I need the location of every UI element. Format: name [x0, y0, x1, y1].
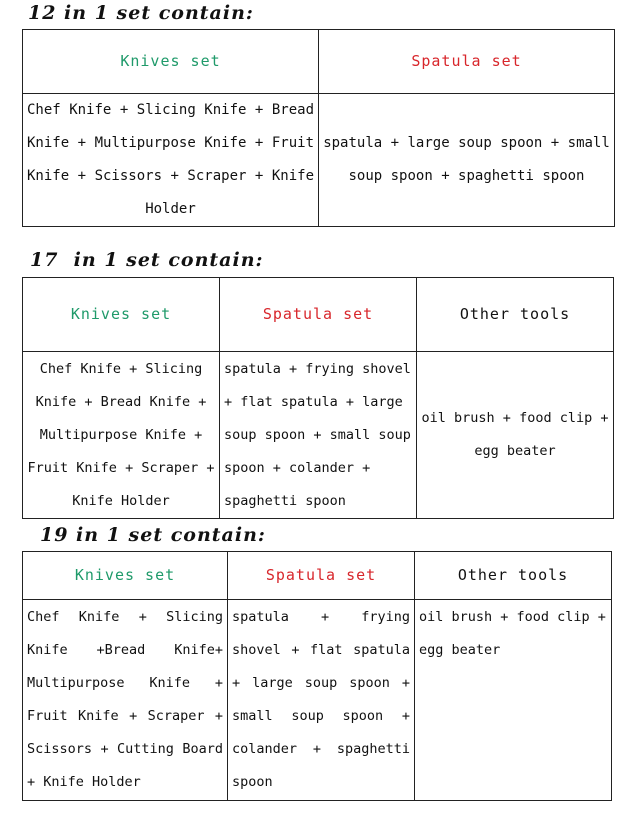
set-19-other-header: Other tools: [415, 552, 612, 600]
set-12-title: 12 in 1 set contain:: [28, 2, 254, 24]
set-19-other-list: oil brush + food clip + egg beater: [415, 600, 612, 801]
set-17-other-list: oil brush + food clip + egg beater: [417, 352, 614, 519]
set-19-table: [22, 551, 612, 801]
set-17-knives-list: Chef Knife + Slicing Knife + Bread Knife + Multipurpose Knife + Fruit Knife + Scraper + Knife Holder: [23, 352, 220, 519]
set-19-knives-header: Knives set: [23, 552, 228, 600]
set-12-spatula-header: Spatula set: [319, 30, 615, 94]
set-19-spatula-list: spatula + frying shovel + flat spatula + large soup spoon + small soup spoon + colander + spaghetti spoon: [228, 600, 415, 801]
set-12-table: [22, 29, 615, 227]
set-19-knives-list: Chef Knife + Slicing Knife +Bread Knife+ Multipurpose Knife + Fruit Knife + Scraper + Scissors + Cutting Board + Knife Holder: [23, 600, 228, 801]
set-17-spatula-list: spatula + frying shovel + flat spatula + large soup spoon + small soup spoon + colander + spaghetti spoon: [220, 352, 417, 519]
set-12-knives-list: Chef Knife + Slicing Knife + Bread Knife + Multipurpose Knife + Fruit Knife + Scissors + Scraper + Knife Holder: [23, 94, 319, 227]
set-17-knives-header: Knives set: [23, 278, 220, 352]
set-17-other-header: Other tools: [417, 278, 614, 352]
set-19-spatula-header: Spatula set: [228, 552, 415, 600]
set-17-spatula-header: Spatula set: [220, 278, 417, 352]
set-17-table: [22, 277, 614, 519]
set-12-knives-header: Knives set: [23, 30, 319, 94]
set-19-title: 19 in 1 set contain:: [40, 524, 266, 546]
set-17-title: 17 in 1 set contain:: [30, 249, 264, 271]
set-12-spatula-list: spatula + large soup spoon + small soup spoon + spaghetti spoon: [319, 94, 615, 227]
